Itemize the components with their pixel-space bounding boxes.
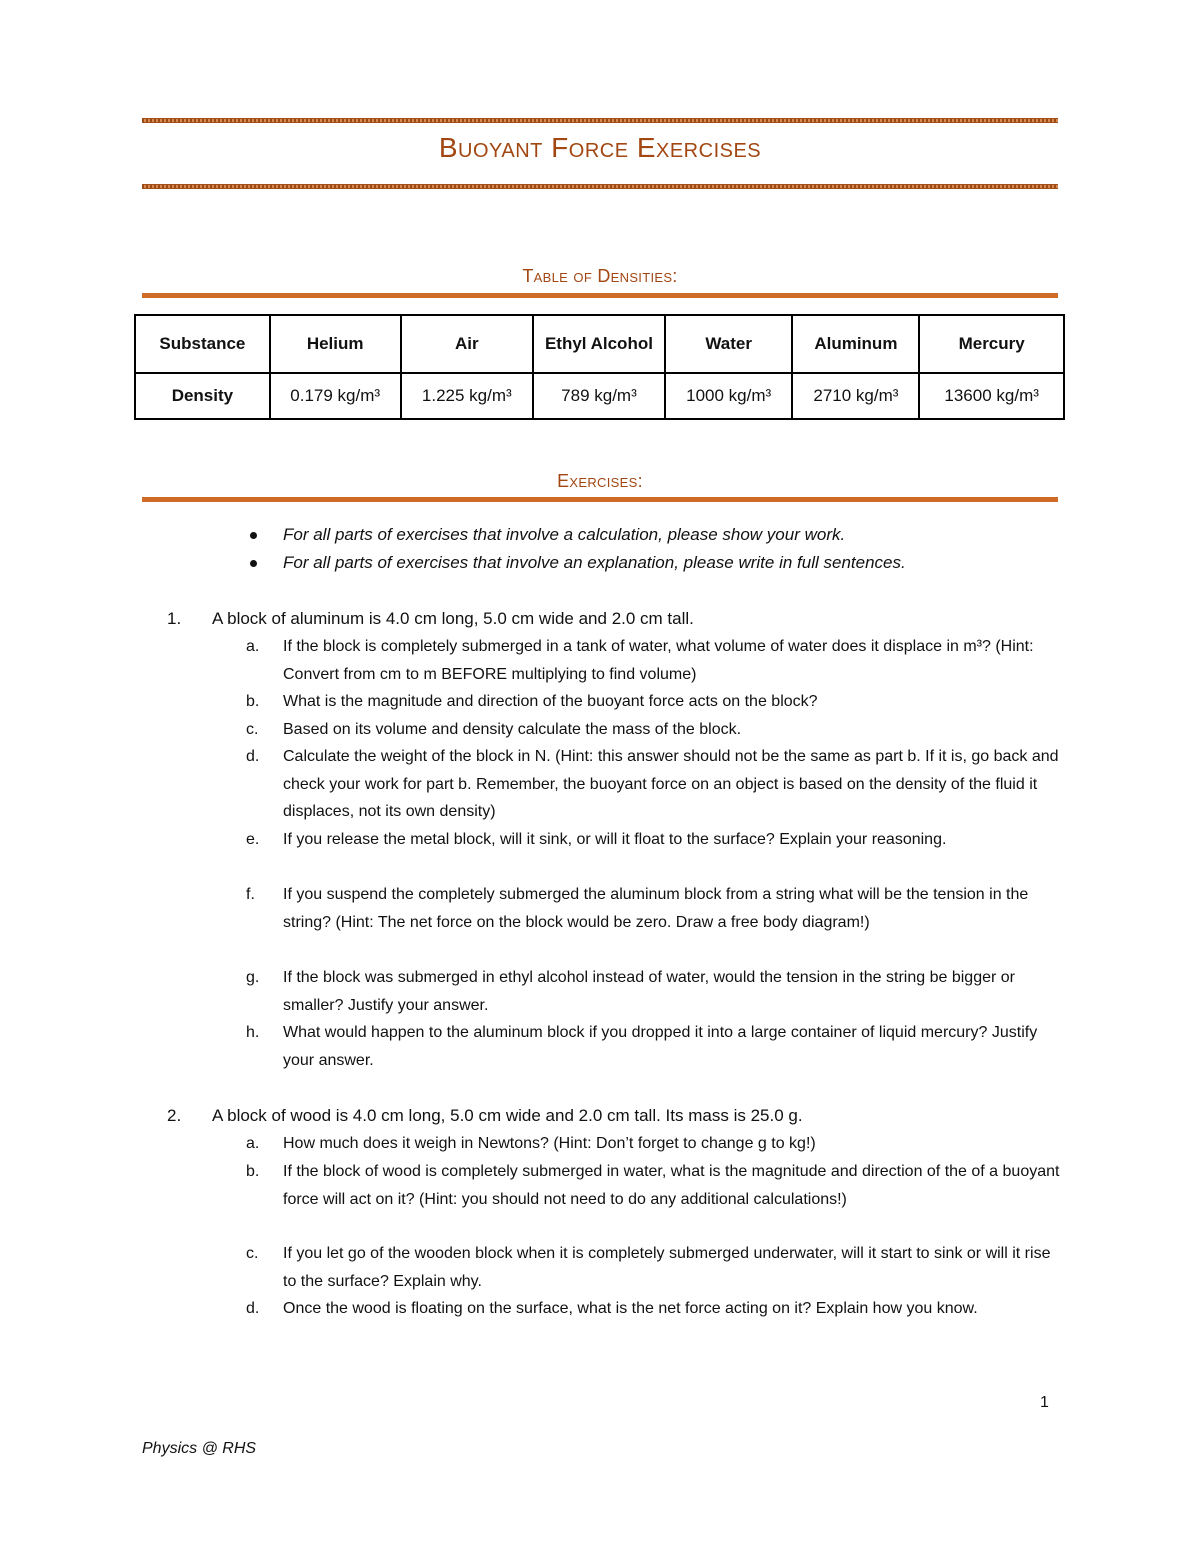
exercise-number: 1. (167, 609, 182, 628)
table-cell: Helium (270, 315, 401, 373)
table-cell: 2710 kg/m³ (792, 373, 919, 419)
page-number: 1 (1040, 1394, 1049, 1411)
table-cell: 789 kg/m³ (533, 373, 665, 419)
density-heading-rule (142, 293, 1058, 298)
table-cell: 1000 kg/m³ (665, 373, 793, 419)
table-cell: Aluminum (792, 315, 919, 373)
document-page: Buoyant Force Exercises Table of Densities: Substance Helium Air Ethyl Alcohol Water Aluminum Mercury Density 0.179 kg/m³ 1.225 kg/m³ 789 kg/m³ 1000 kg/m³ 2710 kg/m³ 13600 kg/m³ Exercises: For all parts of exercises that involve a calculation, please show your work. For all parts of exercises that involve an explanation, please write in full sentences. 1. A block of aluminum is 4.0 cm long, 5.0 cm wide and 2.0 cm tall. a. If the block is completely submerged in a tank of water, what volume of water does it displace in m³? (Hint: Convert from cm to m BEFORE multiplying to find volume) b. What is the magnitude and direction of the buoyant force acts on the block? c. Based on its volume and density calculate the mass of the block. d. Calculate the weight of the block in N. (Hint: this answer should not be the same as part b. If it is, go back and check your work for part b. Remember, the buoyant force on an object is based on the density of the fluid it displaces, not its own density) e. If you release the metal block, will it sink, or will it float to the surface? Explain your reasoning. f. If you suspend the completely submerged the aluminum block from a string what will be the tension in the string? (Hint: The net force on the block would be zero. Draw a free body diagram!) g. If the block was submerged in ethyl alcohol instead of water, would the tension in the string be bigger or smaller? Justify your answer. h. What would happen to the aluminum block if you dropped it into a large container of liquid mercury? Justify your answer. 2. A block of wood is 4.0 cm long, 5.0 cm wide and 2.0 cm tall. Its mass is 25.0 g. a. How much does it weigh in Newtons? (Hint: Don’t forget to change g to kg!) b. If the block of wood is completely submerged in water, what is the magnitude and direction of the of a buoyant force will act on it? (Hint: you should not need to do any additional calculations!) c. If you let go of the wooden block when it is completely submerged underwater, will it start to sink or will it rise to the surface? Explain why. d. Once the wood is floating on the surface, what is the net force acting on it? Explain how you know. 1 Physics @ RHS (0, 0, 1200, 1553)
exercise-stem: A block of aluminum is 4.0 cm long, 5.0 cm wide and 2.0 cm tall. (212, 609, 694, 628)
table-cell: Water (665, 315, 793, 373)
document-title: Buoyant Force Exercises (438, 132, 762, 163)
title-bottom-rule (142, 184, 1058, 189)
exercises-heading-rule (142, 497, 1058, 502)
density-heading: Table of Densities: (522, 266, 678, 286)
title-top-rule (142, 118, 1058, 123)
table-cell: Density (135, 373, 270, 419)
table-cell: 13600 kg/m³ (919, 373, 1064, 419)
exercise-stem: A block of wood is 4.0 cm long, 5.0 cm wide and 2.0 cm tall. Its mass is 25.0 g. (212, 1106, 803, 1125)
footer-text: Physics @ RHS (142, 1440, 257, 1457)
table-cell: Substance (135, 315, 270, 373)
table-cell: 0.179 kg/m³ (270, 373, 401, 419)
table-cell: 1.225 kg/m³ (401, 373, 534, 419)
bullet-icon (250, 532, 257, 539)
table-cell: Ethyl Alcohol (533, 315, 665, 373)
table-cell: Air (401, 315, 534, 373)
density-table (134, 314, 1065, 420)
bullet-icon (250, 560, 257, 567)
density-table-header-row (135, 315, 1064, 373)
exercises-heading: Exercises: (557, 471, 643, 491)
table-cell: Mercury (919, 315, 1064, 373)
density-table-value-row (135, 373, 1064, 419)
exercise-number: 2. (167, 1106, 182, 1125)
